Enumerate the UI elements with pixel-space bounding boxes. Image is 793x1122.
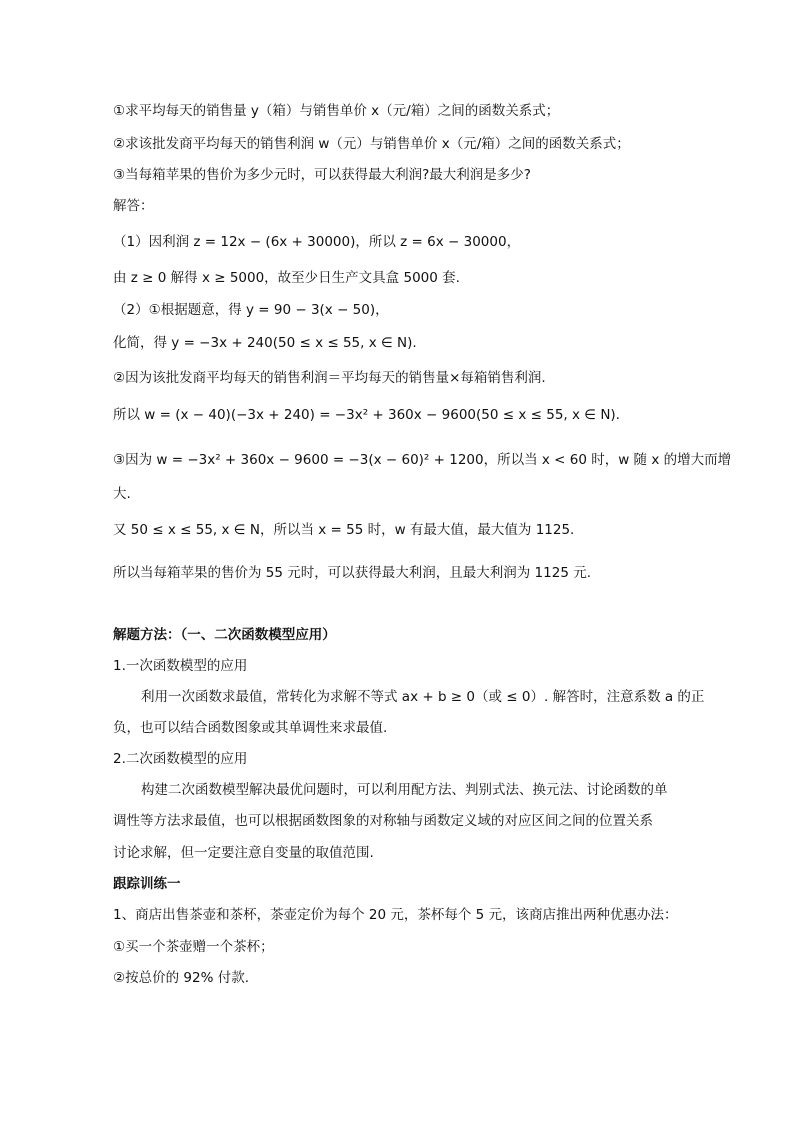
method-paragraph: 调性等方法求最值，也可以根据函数图象的对称轴与函数定义域的对应区间之间的位置关系: [113, 813, 653, 829]
method-heading: 解题方法：（一、二次函数模型应用）: [113, 627, 336, 643]
answer-line: （2）①根据题意，得 y = 90 − 3(x − 50)，: [113, 302, 389, 318]
question-part-2: ②求该批发商平均每天的销售利润 w（元）与销售单价 x（元/箱）之间的函数关系式；: [113, 136, 630, 152]
question-part-1: ①求平均每天的销售量 y（箱）与销售单价 x（元/箱）之间的函数关系式；: [113, 103, 560, 119]
answer-line: ③因为 w = −3x² + 360x − 9600 = −3(x − 60)² + 1200，所以当 x < 60 时，w 随 x 的增大而增: [113, 452, 732, 468]
answer-line: 由 z ≥ 0 解得 x ≥ 5000，故至少日生产文具盒 5000 套.: [113, 270, 460, 286]
method-subheading: 1.一次函数模型的应用: [113, 658, 248, 674]
answer-line: 化简，得 y = −3x + 240(50 ≤ x ≤ 55, x ∈ N).: [113, 335, 417, 351]
method-paragraph: 讨论求解，但一定要注意自变量的取值范围.: [113, 845, 374, 861]
method-subheading: 2.二次函数模型的应用: [113, 751, 248, 767]
answer-line: 所以 w = (x − 40)(−3x + 240) = −3x² + 360x − 9600(50 ≤ x ≤ 55, x ∈ N).: [113, 407, 620, 423]
method-paragraph: 利用一次函数求最值，常转化为求解不等式 ax + b ≥ 0（或 ≤ 0）. 解答时，注意系数 a 的正: [141, 689, 705, 705]
method-paragraph: 负，也可以结合函数图象或其单调性来求最值.: [113, 720, 388, 736]
answer-conclusion: 所以当每箱苹果的售价为 55 元时，可以获得最大利润，且最大利润为 1125 元.: [113, 565, 591, 581]
practice-option: ①买一个茶壶赠一个茶杯；: [113, 939, 274, 955]
practice-option: ②按总价的 92% 付款.: [113, 970, 249, 986]
practice-question: 1、商店出售茶壶和茶杯，茶壶定价为每个 20 元，茶杯每个 5 元，该商店推出两种优惠办法：: [113, 907, 678, 923]
answer-heading: 解答：: [113, 198, 154, 214]
answer-line: 又 50 ≤ x ≤ 55, x ∈ N，所以当 x = 55 时，w 有最大值，最大值为 1125.: [113, 522, 575, 538]
answer-line: 大.: [113, 486, 131, 502]
answer-line: ②因为该批发商平均每天的销售利润＝平均每天的销售量×每箱销售利润.: [113, 370, 546, 386]
method-paragraph: 构建二次函数模型解决最优问题时，可以利用配方法、判别式法、换元法、讨论函数的单: [141, 782, 668, 798]
question-part-3: ③当每箱苹果的售价为多少元时，可以获得最大利润?最大利润是多少?: [113, 167, 531, 183]
answer-line: （1）因利润 z = 12x − (6x + 30000)，所以 z = 6x − 30000，: [113, 234, 521, 250]
practice-heading: 跟踪训练一: [113, 876, 181, 892]
